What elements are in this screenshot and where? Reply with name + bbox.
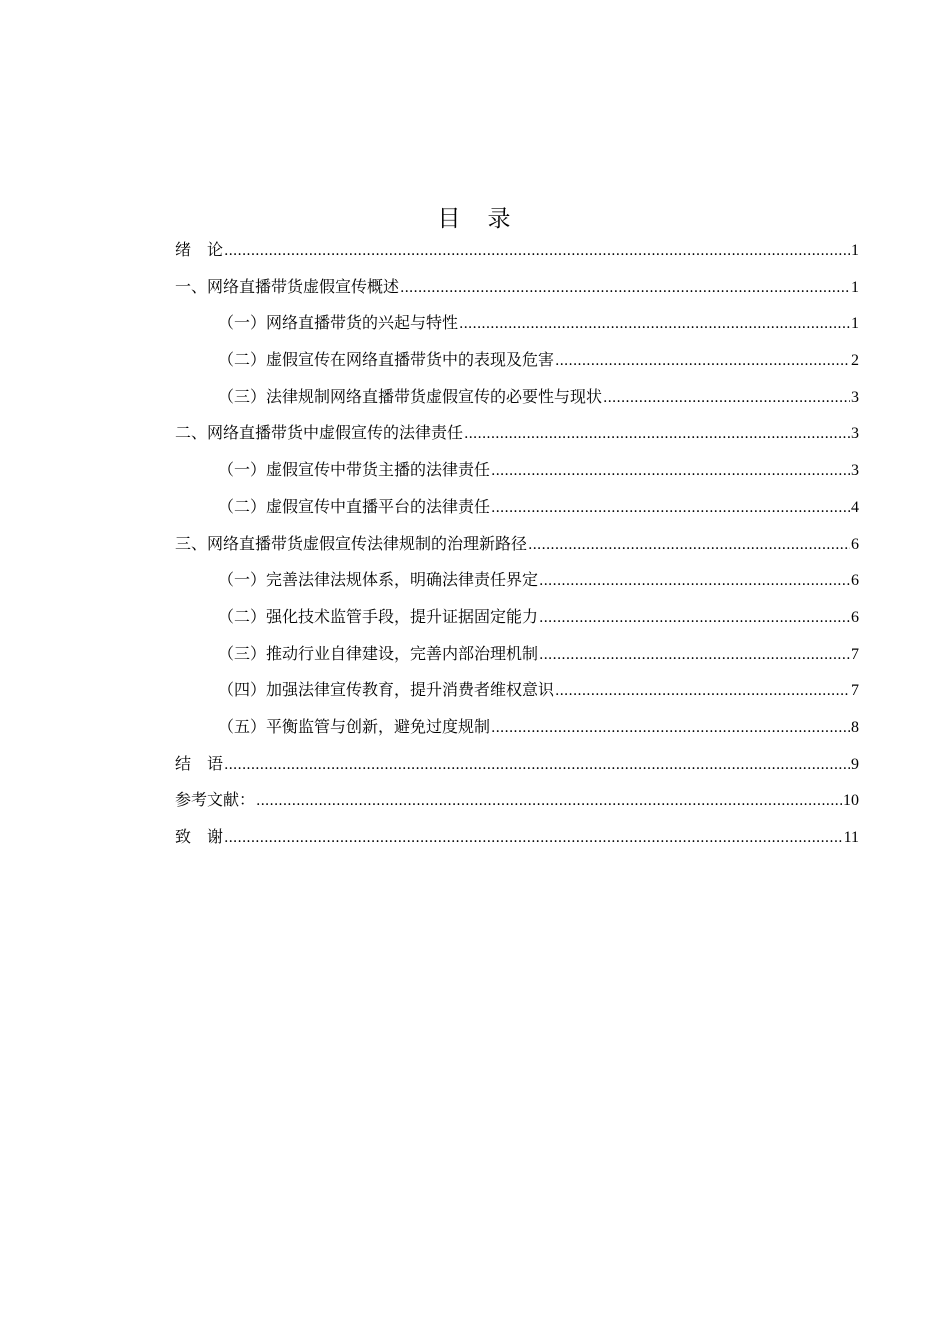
- toc-entry-label: （一）完善法律法规体系，明确法律责任界定: [218, 570, 539, 590]
- toc-entry-label: 二、网络直播带货中虚假宣传的法律责任: [175, 423, 464, 443]
- toc-page-number: 10: [843, 792, 859, 810]
- toc-entry-label: （二）虚假宣传中直播平台的法律责任: [218, 496, 491, 516]
- toc-entry[interactable]: [175, 709, 859, 746]
- toc-entry[interactable]: [175, 636, 859, 673]
- toc-page-number: 1: [851, 315, 859, 333]
- toc-page-number: 2: [851, 352, 859, 370]
- toc-dot-leader: [224, 747, 850, 784]
- toc-entry[interactable]: [175, 782, 859, 819]
- toc-page-number: 6: [851, 572, 859, 590]
- toc-entry-label: （一）网络直播带货的兴起与特性: [218, 313, 459, 333]
- toc-entry[interactable]: [175, 452, 859, 489]
- toc-entry-label: 致 谢: [175, 827, 224, 846]
- toc-entry[interactable]: [175, 269, 859, 306]
- toc-dot-leader: [555, 343, 850, 380]
- toc-page-number: 3: [851, 425, 859, 443]
- toc-entry-label: （三）法律规制网络直播带货虚假宣传的必要性与现状: [218, 386, 603, 406]
- toc-page-number: 3: [851, 462, 859, 480]
- toc-page-number: 11: [843, 829, 859, 846]
- toc-entry-label: （三）推动行业自律建设，完善内部治理机制: [218, 643, 539, 663]
- toc-page-number: 8: [851, 718, 859, 736]
- toc-entry-label: （五）平衡监管与创新，避免过度规制: [218, 716, 491, 736]
- toc-page-number: 7: [851, 682, 859, 700]
- toc-entry[interactable]: [175, 415, 859, 452]
- toc-dot-leader: [224, 820, 843, 857]
- toc-dot-leader: [400, 270, 850, 307]
- toc-dot-leader: [464, 416, 850, 453]
- toc-page-number: 1: [851, 278, 859, 296]
- toc-dot-leader: [603, 380, 850, 417]
- table-of-contents: [175, 232, 859, 856]
- toc-dot-leader: [539, 600, 850, 637]
- toc-entry-label: 参考文献：: [175, 790, 256, 810]
- toc-page-number: 3: [851, 388, 859, 406]
- toc-dot-leader: [256, 783, 842, 820]
- toc-page-number: 6: [851, 608, 859, 626]
- toc-entry[interactable]: [175, 305, 859, 342]
- toc-page-number: 1: [851, 242, 859, 259]
- toc-dot-leader: [491, 490, 850, 527]
- toc-entry-label: 一、网络直播带货虚假宣传概述: [175, 276, 400, 296]
- toc-page-number: 6: [851, 535, 859, 553]
- toc-dot-leader: [224, 233, 850, 270]
- toc-entry[interactable]: [175, 232, 859, 269]
- toc-dot-leader: [555, 673, 850, 710]
- toc-dot-leader: [539, 637, 850, 674]
- toc-entry-label: 结 语: [175, 753, 224, 773]
- toc-entry[interactable]: [175, 526, 859, 563]
- toc-page-number: 7: [851, 645, 859, 663]
- toc-entry-label: （一）虚假宣传中带货主播的法律责任: [218, 460, 491, 480]
- toc-entry-label: （四）加强法律宣传教育，提升消费者维权意识: [218, 680, 555, 700]
- toc-entry-label: （二）虚假宣传在网络直播带货中的表现及危害: [218, 350, 555, 370]
- toc-entry[interactable]: [175, 672, 859, 709]
- toc-entry[interactable]: [175, 746, 859, 783]
- toc-entry[interactable]: [175, 379, 859, 416]
- toc-dot-leader: [528, 527, 850, 564]
- toc-entry[interactable]: [175, 819, 859, 856]
- toc-page-number: 4: [851, 498, 859, 516]
- toc-dot-leader: [459, 306, 850, 343]
- toc-entry[interactable]: [175, 599, 859, 636]
- toc-page-number: 9: [851, 755, 859, 773]
- toc-entry[interactable]: [175, 562, 859, 599]
- toc-dot-leader: [539, 563, 850, 600]
- toc-entry[interactable]: [175, 342, 859, 379]
- toc-entry[interactable]: [175, 489, 859, 526]
- toc-dot-leader: [491, 453, 850, 490]
- toc-entry-label: （二）强化技术监管手段，提升证据固定能力: [218, 606, 539, 626]
- toc-entry-label: 三、网络直播带货虚假宣传法律规制的治理新路径: [175, 533, 528, 553]
- toc-title: 目 录: [437, 206, 513, 232]
- toc-dot-leader: [491, 710, 850, 747]
- toc-entry-label: 绪 论: [175, 240, 224, 259]
